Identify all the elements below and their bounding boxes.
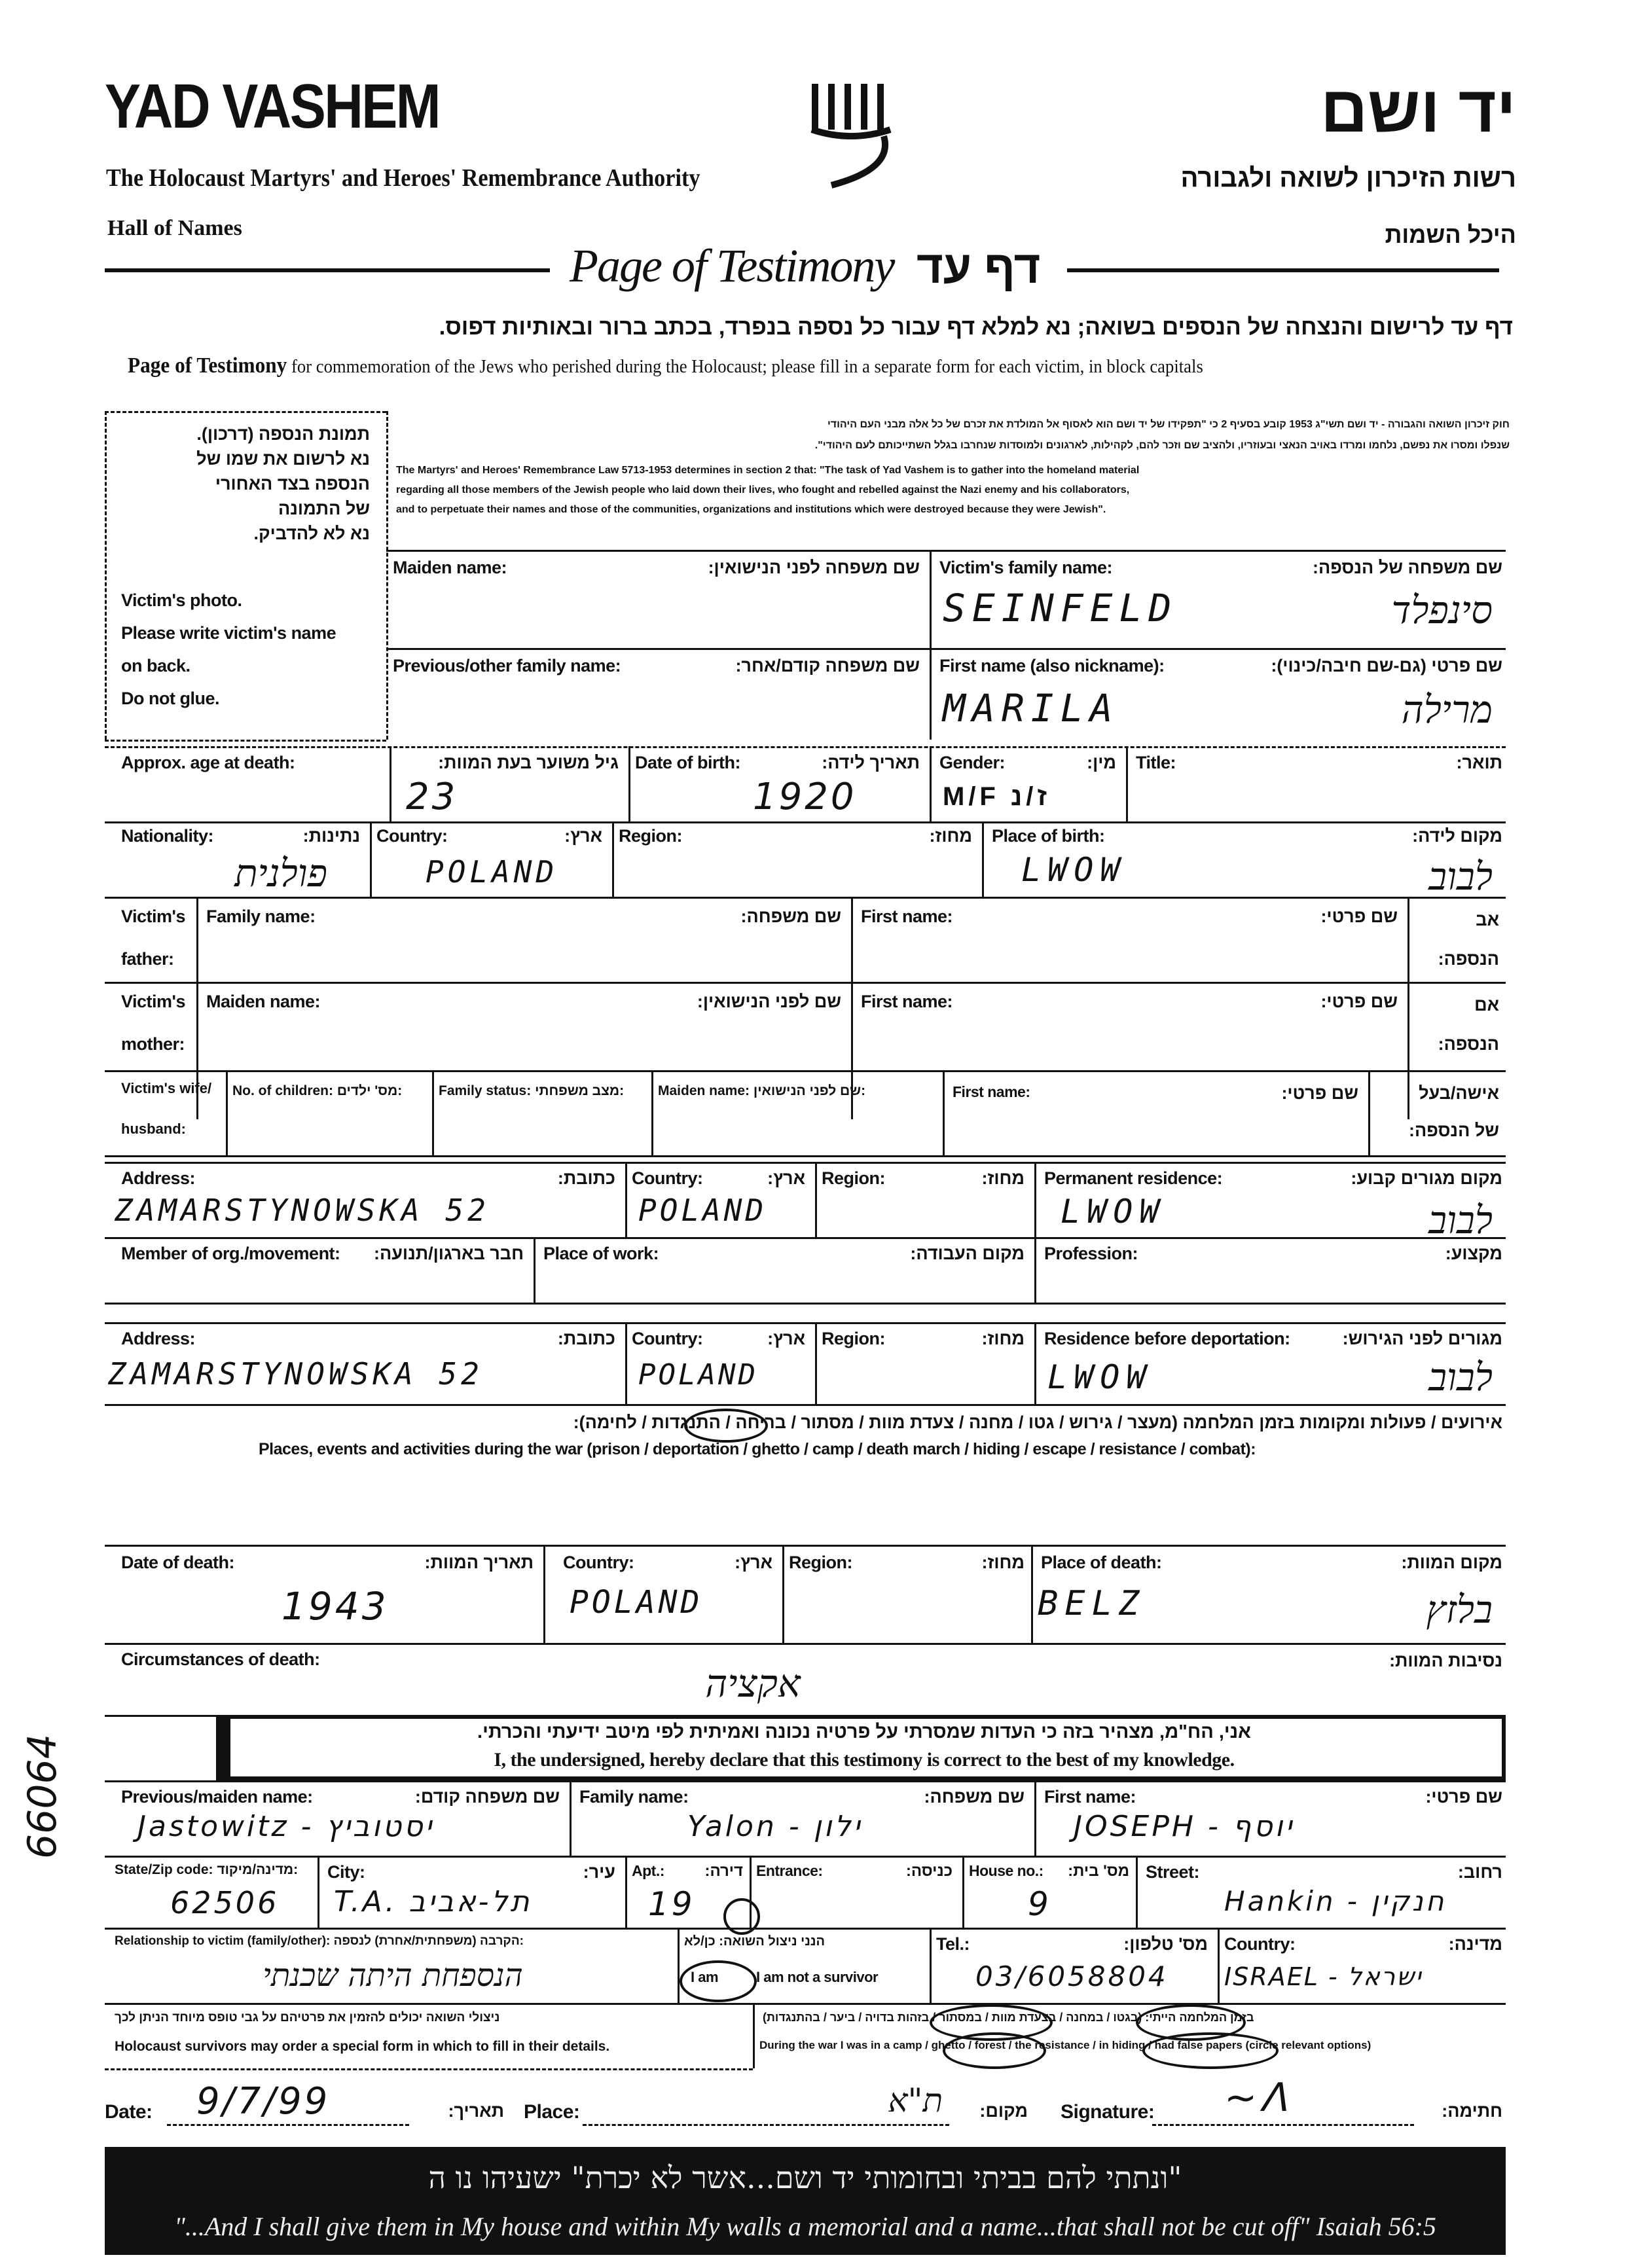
apt-circle: [723, 1898, 760, 1935]
page-title-en: Page of Testimony: [570, 240, 894, 292]
hall-of-names-he: היכל השמות: [1385, 221, 1516, 248]
hall-of-names-en: Hall of Names: [107, 216, 242, 240]
spouse-side-he-2: של הנספה:: [1409, 1121, 1499, 1140]
street-label-he: רחוב:: [1457, 1862, 1502, 1882]
mother-side-he-2: הנספה:: [1438, 1034, 1499, 1054]
sub-first-label-en: First name:: [1044, 1787, 1136, 1807]
sub-prev-value: Jastowitz - יסטוביץ: [137, 1810, 435, 1843]
photo-box-right: [386, 411, 388, 740]
member-label-en: Member of org./movement:: [121, 1244, 340, 1263]
war-circle-papers: [1142, 2032, 1279, 2069]
street-label-en: Street:: [1146, 1862, 1200, 1882]
member-label-he: חבר בארגון/תנועה:: [374, 1244, 524, 1263]
authority-name-en: The Holocaust Martyrs' and Heroes' Remembrance Authority: [106, 164, 700, 192]
death-place-label-en: Place of death:: [1041, 1553, 1162, 1572]
city-value: T.A. תל-אביב: [334, 1885, 532, 1918]
dep-region-label-en: Region:: [822, 1329, 885, 1348]
instructions-en-text: for commemoration of the Jews who perished during the Holocaust; please fill in a separate form for each victim, in block capitals: [291, 356, 1203, 377]
death-circ-value-he: אקציה: [705, 1661, 801, 1706]
sub-div-2: [1034, 1780, 1036, 1856]
age-label-he: גיל משוער בעת המוות:: [438, 753, 619, 772]
previous-family-name-label-he: שם משפחה קודם/אחר:: [735, 656, 920, 675]
children-label-en: No. of children:: [232, 1083, 333, 1098]
relation-label: [115, 1934, 524, 1949]
page-title-he: דף עד: [917, 242, 1041, 293]
country-label-en: Country:: [376, 826, 448, 846]
deport-bottom: [105, 1404, 1506, 1406]
mother-maiden-label-en: Maiden name:: [206, 992, 321, 1011]
place-of-birth-label-he: מקום לידה:: [1412, 826, 1502, 846]
death-date-label-en: Date of death:: [121, 1553, 235, 1572]
mother-side-en-1: Victim's: [121, 992, 185, 1011]
war-label-he: בזמן המלחמה הייתי: (בגטו / במחנה / בצעדת מוות / במסתור / בזהות בדויה / ביער / בהתנגדות): [763, 2011, 1254, 2024]
age-value: 23: [406, 776, 458, 818]
signature-label-he: חתימה:: [1442, 2101, 1502, 2121]
death-region-label-en: Region:: [789, 1553, 852, 1572]
sub-family-label-he: שם משפחה:: [924, 1787, 1025, 1807]
survivor-label-he: הנני ניצול השואה: כן/לא: [684, 1934, 825, 1949]
death-region-label-he: מחוז:: [981, 1553, 1025, 1572]
death-circ-label-he: נסיבות המוות:: [1389, 1651, 1502, 1670]
res-region-label-he: מחוז:: [981, 1168, 1025, 1188]
family-name-value: SEINFELD: [943, 586, 1178, 630]
profession-label-he: מקצוע:: [1445, 1244, 1502, 1263]
mother-first-label-he: שם פרטי:: [1320, 992, 1398, 1011]
house-label-en: House no.:: [969, 1862, 1044, 1879]
photo-instr-en-1: Victim's photo.: [121, 590, 242, 610]
member-div-2: [1034, 1237, 1036, 1303]
footer-quote-en: "...And I shall give them in My house and within My walls a memorial and a name...that shall not be cut off" Isaiah 56:5: [174, 2212, 1436, 2241]
res-country-label-en: Country:: [632, 1168, 703, 1188]
events-label-he: אירועים / פעולות ומקומות בזמן המלחמה (מעצר / גירוש / גטו / מחנה / צעדת מוות / מסתור / בריחה / התנגדות / לחימה):: [573, 1413, 1502, 1432]
family-status-label: [439, 1083, 624, 1099]
work-place-label-he: מקום העבודה:: [910, 1244, 1025, 1263]
spouse-maiden-label: [658, 1083, 865, 1099]
city-label-he: עיר:: [583, 1862, 615, 1882]
birth-row-bottom: [105, 897, 1506, 899]
sub2-div-5: [1136, 1856, 1138, 1928]
mother-side-he-1: אם: [1474, 995, 1499, 1015]
sub-country-value: ISRAEL - ישראל: [1224, 1962, 1423, 1991]
sub3-div-3: [1218, 1928, 1220, 2003]
death-bottom: [105, 1643, 1506, 1645]
city-label-en: City:: [327, 1862, 365, 1882]
place-line: [583, 2124, 949, 2126]
age-div-4: [1126, 746, 1128, 821]
gender-label-he: מין:: [1087, 753, 1116, 772]
death-circ-label-en: Circumstances of death:: [121, 1649, 320, 1669]
res-address-label-he: כתובת:: [557, 1168, 615, 1188]
mother-maiden-label-he: שם לפני הנישואין:: [697, 992, 841, 1011]
deport-div-2: [815, 1322, 817, 1404]
title-label-he: תואר:: [1456, 753, 1502, 772]
sub-prev-label-he: שם משפחה קודם:: [414, 1787, 560, 1807]
sub-country-label-en: Country:: [1224, 1934, 1296, 1954]
title-rule-left: [105, 268, 550, 272]
family-name-label-en: Victim's family name:: [939, 558, 1113, 577]
spouse-maiden-label-en: Maiden name:: [658, 1083, 750, 1098]
region-label-en: Region:: [619, 826, 682, 846]
survivor-note-bottom: [105, 2068, 753, 2070]
children-label-he: מס' ילדים:: [336, 1083, 403, 1098]
spouse-side-en-1: Victim's wife/: [121, 1080, 212, 1096]
org-name-he: יד ושם: [1320, 73, 1516, 146]
sub-row2-bottom: [105, 1928, 1506, 1930]
death-place-value: BELZ: [1038, 1584, 1146, 1623]
dep-address-value: ZAMARSTYNOWSKA 52: [108, 1356, 483, 1392]
father-family-label-en: Family name:: [206, 907, 316, 926]
children-label: [232, 1083, 402, 1099]
photo-instr-he-4: של התמונה: [278, 499, 370, 518]
ghetto-circle: [684, 1409, 768, 1443]
res-address-label-en: Address:: [121, 1168, 196, 1188]
perm-residence-label-en: Permanent residence:: [1044, 1168, 1223, 1188]
previous-family-name-label-en: Previous/other family name:: [393, 656, 621, 675]
first-name-value-he: מרילה: [1401, 687, 1493, 732]
apt-value: 19: [648, 1885, 695, 1923]
deport-top: [105, 1322, 1506, 1324]
spouse-div-5: [1368, 1070, 1370, 1155]
dep-address-label-he: כתובת:: [557, 1329, 615, 1348]
sub-first-label-he: שם פרטי:: [1425, 1787, 1502, 1807]
spouse-first-label-en: First name:: [953, 1083, 1030, 1100]
age-row-top: [105, 746, 1506, 748]
declaration-he: אני, הח"מ, מצהיר בזה כי העדות שמסרתי על פרטיה נכונה ואמיתית לפי מיטב ידיעתי והכרתי.: [477, 1721, 1251, 1742]
before-deport-label-en: Residence before deportation:: [1044, 1329, 1290, 1348]
org-name-en: YAD VASHEM: [105, 71, 439, 141]
zip-value: 62506: [170, 1885, 280, 1920]
relation-label-he: הקרבה (משפחתית/אחרת) לנספה:: [333, 1934, 524, 1948]
before-deport-value-he: לבוב: [1428, 1355, 1493, 1399]
photo-box-top: [105, 411, 386, 413]
dep-country-value: POLAND: [638, 1358, 758, 1392]
spouse-first-label-he: שם פרטי:: [1281, 1083, 1358, 1103]
residence-div-1: [625, 1162, 627, 1237]
family-name-label-he: שם משפחה של הנספה:: [1312, 558, 1502, 577]
death-date-label-he: תאריך המוות:: [424, 1553, 534, 1572]
sub2-div-4: [962, 1856, 964, 1928]
war-label-en: During the war I was in a camp / ghetto / forest / the resistance / in hiding / had false papers (circle relevant options): [759, 2039, 1371, 2051]
res-address-value: ZAMARSTYNOWSKA 52: [115, 1193, 490, 1228]
dep-address-label-en: Address:: [121, 1329, 196, 1348]
maiden-name-label-he: שם משפחה לפני הנישואין:: [708, 558, 920, 577]
age-div-1: [390, 746, 391, 821]
father-side-en-1: Victim's: [121, 907, 185, 926]
death-place-label-he: מקום המוות:: [1401, 1553, 1502, 1572]
birth-div-1: [370, 821, 372, 897]
street-value: Hankin - חנקין: [1224, 1885, 1447, 1917]
dep-region-label-he: מחוז:: [981, 1329, 1025, 1348]
war-div: [753, 2003, 755, 2068]
death-div-3: [1031, 1545, 1033, 1643]
date-label-he: תאריך:: [448, 2101, 504, 2121]
dob-label-he: תאריך לידה:: [822, 753, 920, 772]
sub2-div-1: [318, 1856, 319, 1928]
law-text-en-3: and to perpetuate their names and those of the communities, organizations and institutions which were destroyed because they were Jewish".: [396, 504, 1106, 515]
apt-label-he: דירה:: [704, 1862, 743, 1880]
member-div-1: [534, 1237, 536, 1303]
residence-div-3: [1034, 1162, 1036, 1237]
house-value: 9: [1028, 1885, 1051, 1923]
family-status-label-he: מצב משפחתי:: [535, 1083, 625, 1098]
spouse-div-1: [226, 1070, 228, 1155]
tel-value: 03/6058804: [975, 1960, 1169, 1992]
zip-label-en: State/Zip code:: [115, 1862, 213, 1877]
spouse-bottom: [105, 1155, 1506, 1157]
spouse-div-2: [432, 1070, 434, 1155]
entrance-label-he: כניסה:: [905, 1862, 953, 1880]
work-place-label-en: Place of work:: [543, 1244, 659, 1263]
spouse-side-he-1: אישה/בעל: [1419, 1083, 1499, 1103]
age-div-2: [628, 746, 630, 821]
mother-first-label-en: First name:: [861, 992, 953, 1011]
res-country-value: POLAND: [638, 1193, 767, 1228]
dob-value: 1920: [753, 776, 857, 818]
sub-first-value: JOSEPH - יוסף: [1074, 1810, 1295, 1843]
date-line: [167, 2124, 409, 2126]
death-country-value: POLAND: [570, 1584, 703, 1621]
nationality-label-he: נתינות:: [302, 826, 360, 846]
family-name-value-he: סינפלד: [1391, 588, 1493, 632]
zip-label-he: מדינה/מיקוד:: [217, 1862, 299, 1877]
tel-label-he: מס' טלפון:: [1123, 1934, 1208, 1954]
gender-value: M/F ז/נ: [943, 782, 1051, 811]
death-country-label-he: ארץ:: [735, 1553, 772, 1572]
region-label-he: מחוז:: [929, 826, 972, 846]
place-of-birth-value: LWOW: [1021, 851, 1127, 889]
photo-box-bottom: [105, 740, 386, 742]
place-label-en: Place:: [524, 2101, 580, 2123]
father-first-label-he: שם פרטי:: [1320, 907, 1398, 926]
sub2-div-2: [625, 1856, 627, 1928]
photo-instr-he-2: נא לרשום את שמו של: [196, 449, 370, 469]
names-row-divider: [386, 648, 1506, 650]
maiden-name-label-en: Maiden name:: [393, 558, 507, 577]
res-region-label-en: Region:: [822, 1168, 885, 1188]
photo-instr-en-2: Please write victim's name: [121, 623, 336, 643]
law-text-he-1: חוק זיכרון השואה והגבורה - יד ושם תשי"ג 1953 קובע בסעיף 2 כי "תפקידו של יד ושם הוא לאסוף אל המולדת את זכרם של כל אלה מבני העם היהודי: [827, 419, 1510, 430]
names-top-rule: [386, 550, 1506, 552]
death-div-2: [782, 1545, 784, 1643]
father-side-he-1: אב: [1476, 910, 1499, 929]
instructions-en: [128, 353, 1203, 378]
perm-residence-value: LWOW: [1061, 1193, 1166, 1231]
names-mid-divider: [930, 550, 932, 740]
birth-div-3: [982, 821, 984, 897]
sub3-div-1: [678, 1928, 680, 2003]
law-text-en-2: regarding all those members of the Jewish people who laid down their lives, who fought and rebelled against the Nazi enemy and his collaborators,: [396, 484, 1130, 495]
sub-row1-top: [105, 1780, 1506, 1782]
survivor-i-am: I am: [691, 1969, 719, 1985]
death-div-1: [543, 1545, 545, 1643]
res-country-label-he: ארץ:: [767, 1168, 805, 1188]
survivor-not: I am not a survivor: [756, 1969, 879, 1985]
tel-label-en: Tel.:: [936, 1934, 970, 1954]
margin-record-number: 66064: [20, 1734, 65, 1859]
events-bottom: [105, 1545, 1506, 1547]
place-value: ת"א: [888, 2081, 943, 2119]
spouse-side-en-2: husband:: [121, 1121, 186, 1137]
instructions-en-bold: Page of Testimony: [128, 353, 287, 378]
law-text-he-2: שנפלו ומסרו את נפשם, נלחמו ומרדו באויב הנאצי ובעוזריו, ולהציב שם וזכר להם, לקהילות, לארגונים ולמוסדות שנחרבו בגלל השתייכותם לעם היהודי".: [814, 440, 1510, 451]
dob-label-en: Date of birth:: [635, 753, 740, 772]
apt-label-en: Apt.:: [632, 1862, 664, 1879]
family-status-label-en: Family status:: [439, 1083, 532, 1098]
profession-label-en: Profession:: [1044, 1244, 1138, 1263]
father-side-he-2: הנספה:: [1438, 949, 1499, 969]
sub3-div-2: [930, 1928, 932, 2003]
footer-quote-he: "ונתתי להם בביתי ובחומותי יד ושם...אשר לא יכרת" ישעיהו נו ה: [428, 2160, 1182, 2195]
dep-country-label-en: Country:: [632, 1329, 703, 1348]
father-bottom: [105, 982, 1506, 984]
date-value: 9/7/99: [196, 2080, 331, 2123]
father-family-label-he: שם משפחה:: [740, 907, 841, 926]
age-div-3: [930, 746, 932, 821]
death-country-label-en: Country:: [563, 1553, 634, 1572]
declaration-en: I, the undersigned, hereby declare that this testimony is correct to the best of my knowledge.: [494, 1749, 1235, 1771]
first-name-value: MARILA: [943, 686, 1119, 730]
sub-family-label-en: Family name:: [579, 1787, 689, 1807]
sub-country-label-he: מדינה:: [1448, 1934, 1502, 1954]
nationality-label-en: Nationality:: [121, 826, 214, 846]
death-date-value: 1943: [281, 1584, 389, 1629]
title-label-en: Title:: [1136, 753, 1176, 772]
mother-bottom: [105, 1070, 1506, 1072]
birth-div-2: [612, 821, 614, 897]
before-deport-value: LWOW: [1047, 1358, 1153, 1396]
sub-family-value: Yalon - ילון: [687, 1810, 863, 1843]
country-label-he: ארץ:: [564, 826, 602, 846]
survivor-note-top: [105, 2003, 753, 2005]
residence-mid: [105, 1237, 1506, 1239]
instructions-he: דף עד לרישום והנצחה של הנספים בשואה; נא למלא דף עבור כל נספה בנפרד, בכתב ברור ובאותיות דפוס.: [439, 314, 1513, 340]
photo-instr-en-3: on back.: [121, 656, 191, 675]
signature-value: ~ⴷ: [1224, 2075, 1290, 2121]
dep-country-label-he: ארץ:: [767, 1329, 805, 1348]
age-label-en: Approx. age at death:: [121, 753, 295, 772]
photo-instr-he-3: הנספה בצד האחורי: [215, 474, 370, 494]
relation-label-en: Relationship to victim (family/other):: [115, 1934, 331, 1948]
spouse-maiden-label-he: שם לפני הנישואין:: [753, 1083, 866, 1098]
first-name-label-en: First name (also nickname):: [939, 656, 1165, 675]
authority-name-he: רשות הזיכרון לשואה ולגבורה: [1180, 164, 1516, 192]
nationality-value-he: פולנית: [234, 851, 327, 895]
spouse-div-3: [651, 1070, 653, 1155]
mother-side-en-2: mother:: [121, 1034, 185, 1054]
photo-instr-he-1: תמונת הנספה (דרכון).: [196, 424, 370, 444]
events-label-en: Places, events and activities during the war (prison / deportation / ghetto / camp / death march / hiding / escape / resistance / combat):: [259, 1440, 1256, 1458]
gender-label-en: Gender:: [939, 753, 1006, 772]
father-first-label-en: First name:: [861, 907, 953, 926]
deport-div-1: [625, 1322, 627, 1404]
war-circle-camp: [943, 2032, 1046, 2069]
relation-value-he: הנספחת היתה שכנתי: [263, 1957, 523, 1994]
date-label-en: Date:: [105, 2101, 153, 2123]
photo-box-left: [105, 411, 107, 740]
title-rule-right: [1067, 268, 1499, 272]
signature-label-en: Signature:: [1061, 2101, 1155, 2123]
yad-vashem-logo: [805, 71, 903, 195]
death-place-value-he: בלזץ: [1426, 1587, 1493, 1632]
zip-label: [115, 1862, 298, 1878]
house-label-he: מס' בית:: [1068, 1862, 1129, 1880]
sub-prev-label-en: Previous/maiden name:: [121, 1787, 313, 1807]
place-of-birth-value-he: לבוב: [1428, 854, 1493, 899]
place-of-birth-label-en: Place of birth:: [992, 826, 1105, 846]
perm-residence-label-he: מקום מגורים קבוע:: [1351, 1168, 1502, 1188]
residence-top: [105, 1162, 1506, 1164]
photo-instr-en-4: Do not glue.: [121, 689, 219, 708]
spouse-div-4: [943, 1070, 945, 1155]
birth-row-top: [105, 821, 1506, 823]
country-value: POLAND: [426, 854, 558, 890]
perm-residence-value-he: לבוב: [1428, 1198, 1493, 1242]
sub-div-1: [570, 1780, 572, 1856]
member-bottom: [105, 1303, 1506, 1305]
first-name-label-he: שם פרטי (גם-שם חיבה/כינוי):: [1271, 656, 1502, 675]
law-text-en-1: The Martyrs' and Heroes' Remembrance Law 5713-1953 determines in section 2 that: "The task of Yad Vashem is to gather into the homeland material: [396, 465, 1140, 476]
deport-div-3: [1034, 1322, 1036, 1404]
place-label-he: מקום:: [979, 2101, 1028, 2121]
before-deport-label-he: מגורים לפני הגירוש:: [1342, 1329, 1502, 1348]
sub-row1-bottom: [105, 1856, 1506, 1858]
photo-instr-he-5: נא לא להדביק.: [253, 524, 370, 543]
father-side-en-2: father:: [121, 949, 174, 969]
entrance-label-en: Entrance:: [756, 1862, 823, 1879]
signature-line: [1152, 2124, 1414, 2126]
survivor-note-en: Holocaust survivors may order a special form in which to fill in their details.: [115, 2039, 610, 2054]
survivor-note-he: ניצולי השואה יכולים להזמין את פרטיהם על גבי טופס מיוחד הניתן לכך: [115, 2011, 500, 2025]
residence-div-2: [815, 1162, 817, 1237]
